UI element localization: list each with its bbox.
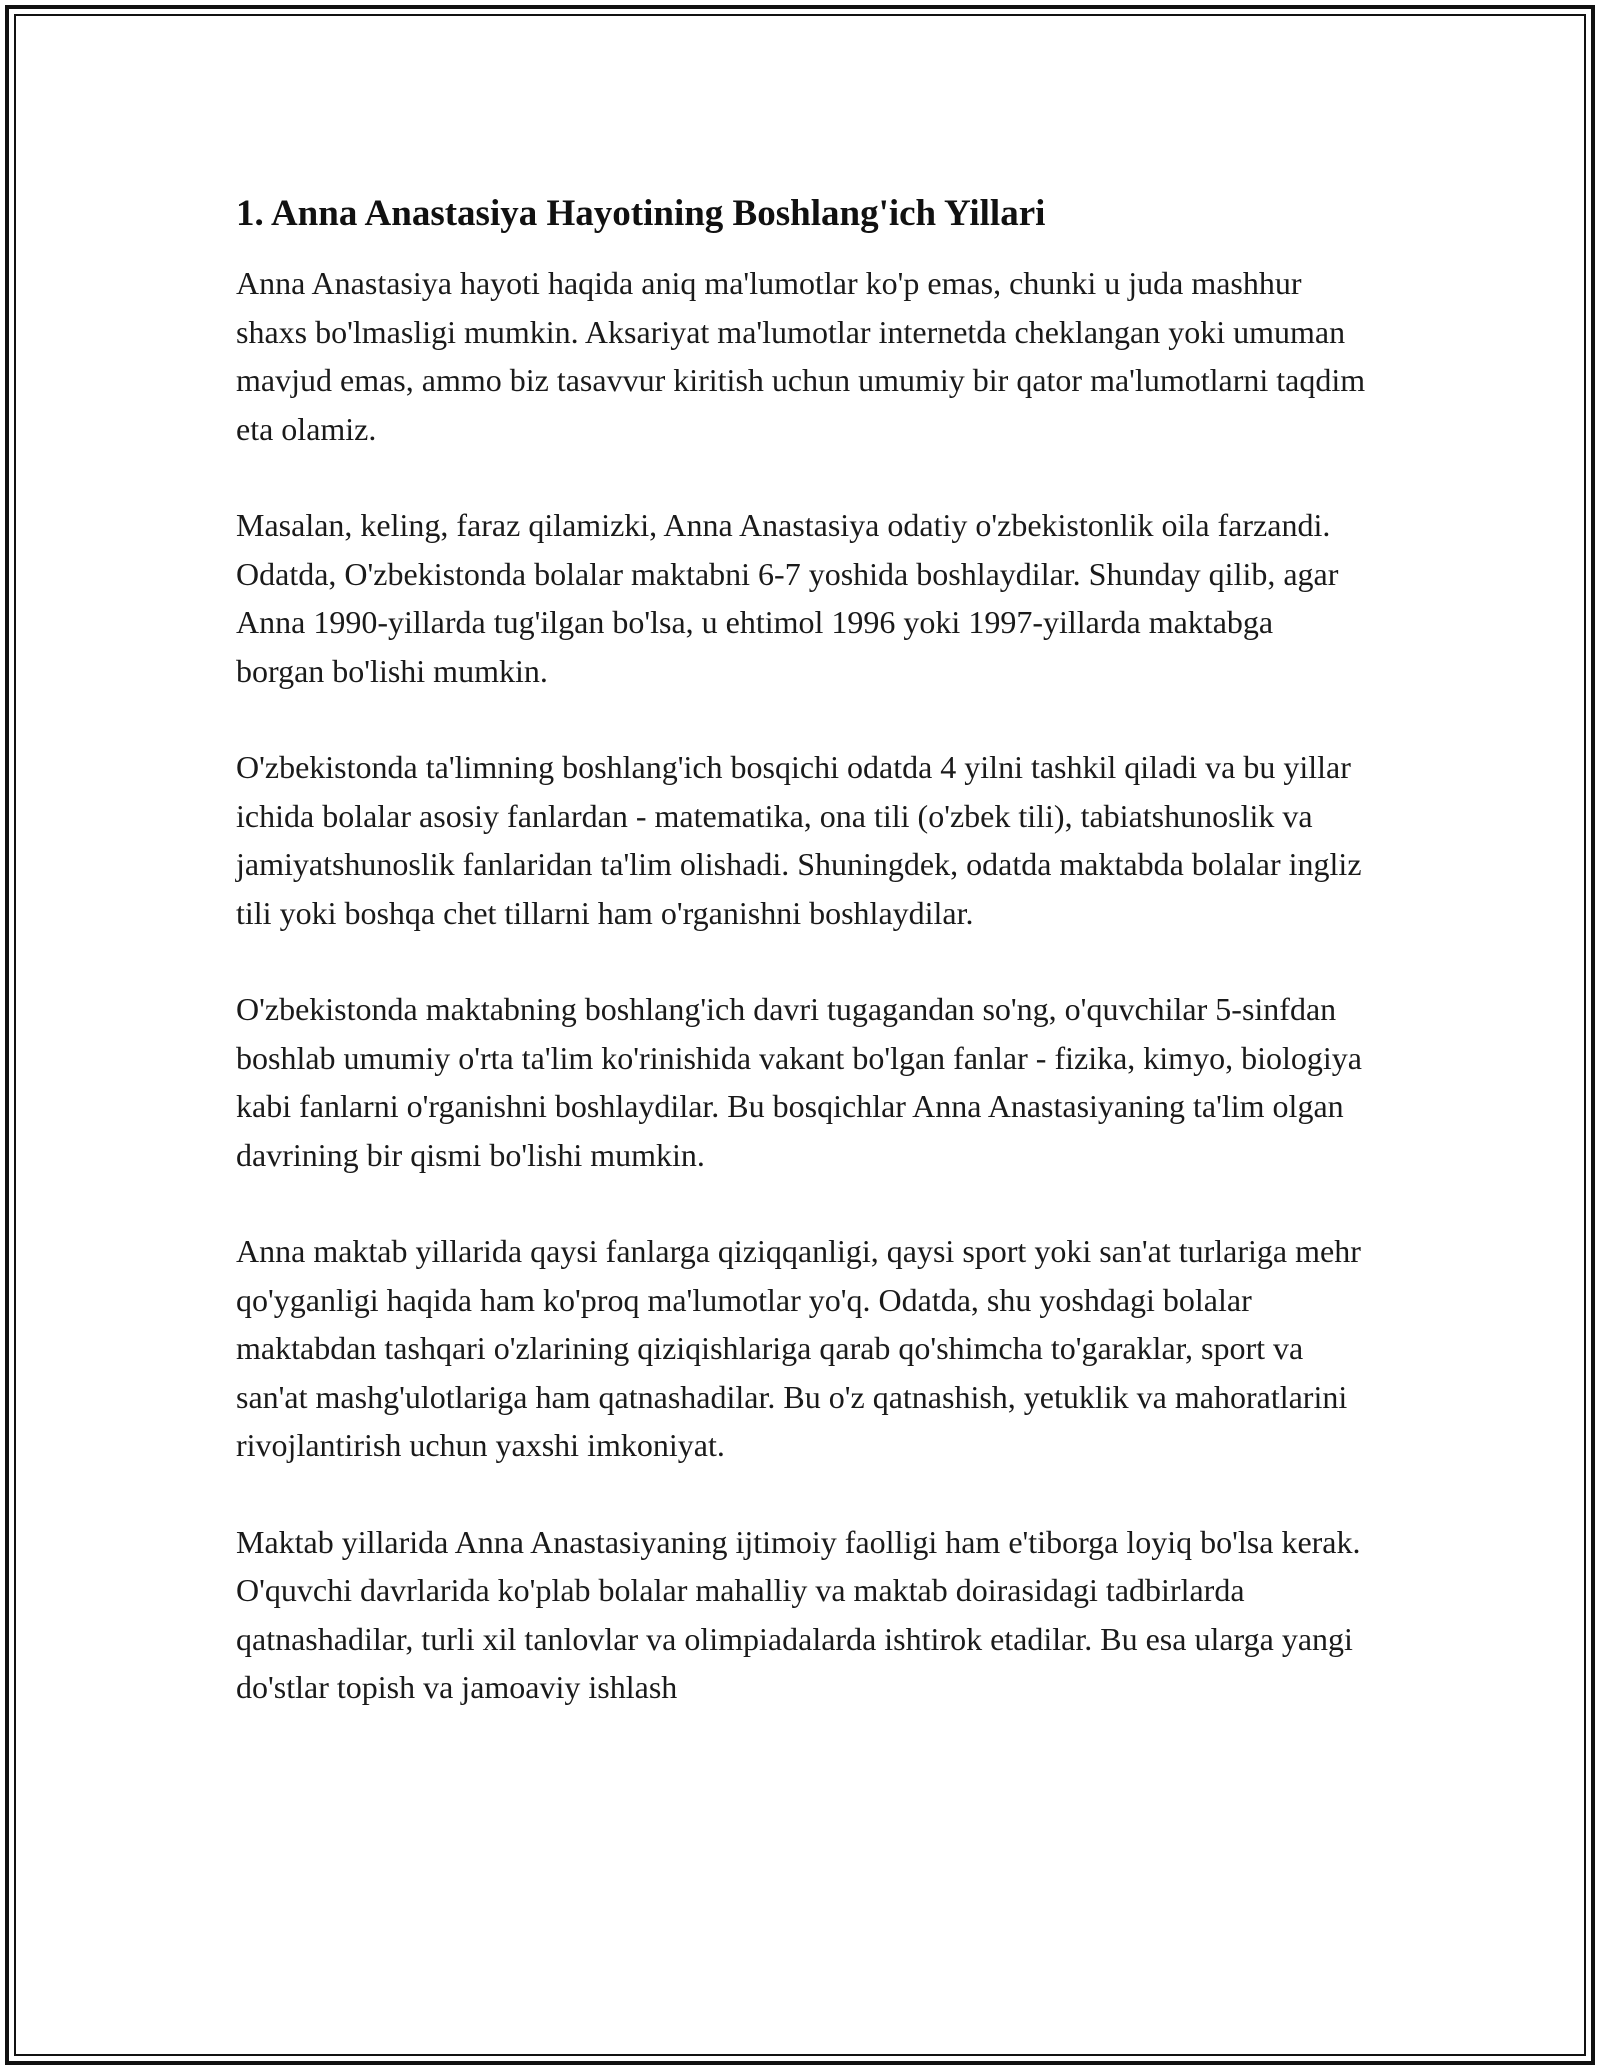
paragraph-3: O'zbekistonda ta'limning boshlang'ich bosqichi odatda 4 yilni tashkil qiladi va bu yillar ichida bolalar asosiy fanlardan - matematika, ona tili (o'zbek tili), tabiatshunoslik va jamiyatshunoslik fanlaridan ta'lim olishadi. Shuningdek, odatda maktabda bolalar ingliz tili yoki boshqa chet tillarni ham o'rganishni boshlaydilar.	[236, 749, 1362, 931]
paragraph-1: Anna Anastasiya hayoti haqida aniq ma'lumotlar ko'p emas, chunki u juda mashhur shaxs bo'lmasligi mumkin. Aksariyat ma'lumotlar internetda cheklangan yoki umuman mavjud emas, ammo biz tasavvur kiritish uchun umumiy bir qator ma'lumotlarni taqdim eta olamiz.	[236, 265, 1366, 447]
paragraph-4: O'zbekistonda maktabning boshlang'ich davri tugagandan so'ng, o'quvchilar 5-sinfdan boshlab umumiy o'rta ta'lim ko'rinishida vakant bo'lgan fanlar - fizika, kimyo, biologiya kabi fanlarni o'rganishni boshlaydilar. Bu bosqichlar Anna Anastasiyaning ta'lim olgan davrining bir qismi bo'lishi mumkin.	[236, 991, 1362, 1173]
paragraph-2: Masalan, keling, faraz qilamizki, Anna Anastasiya odatiy o'zbekistonlik oila farzandi. Odatda, O'zbekistonda bolalar maktabni 6-7 yoshida boshlaydilar. Shunday qilib, agar Anna 1990-yillarda tug'ilgan bo'lsa, u ehtimol 1996 yoki 1997-yillarda maktabga borgan bo'lishi mumkin.	[236, 507, 1339, 689]
paragraph-5: Anna maktab yillarida qaysi fanlarga qiziqqanligi, qaysi sport yoki san'at turlariga mehr qo'yganligi haqida ham ko'proq ma'lumotlar yo'q. Odatda, shu yoshdagi bolalar maktabdan tashqari o'zlarining qiziqishlariga qarab qo'shimcha to'garaklar, sport va san'at mashg'ulotlariga ham qatnashadilar. Bu o'z qatnashish, yetuklik va mahoratlarini rivojlantirish uchun yaxshi imkoniyat.	[236, 1233, 1361, 1463]
section-heading: 1. Anna Anastasiya Hayotining Boshlang'ich Yillari	[236, 193, 1046, 234]
document-body	[236, 190, 1366, 1712]
paragraph-6: Maktab yillarida Anna Anastasiyaning ijtimoiy faolligi ham e'tiborga loyiq bo'lsa kerak. O'quvchi davrlarida ko'plab bolalar mahalliy va maktab doirasidagi tadbirlarda qatnashadilar, turli xil tanlovlar va olimpiadalarda ishtirok etadilar. Bu esa ularga yangi do'stlar topish va jamoaviy ishlash	[236, 1523, 1361, 1705]
